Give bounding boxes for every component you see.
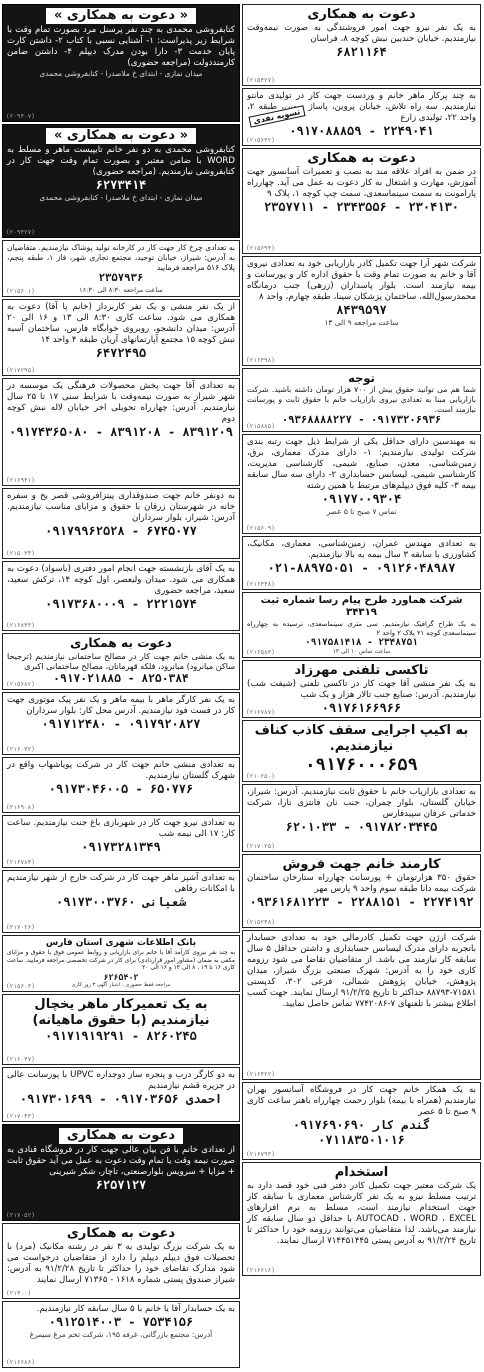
ad-code: (۲۱۵۰۳۴): [6, 549, 35, 557]
ad-phone: ۰۹۱۷۳۲۸۱۳۴۹: [81, 839, 161, 854]
ad-phone: ۰۹۱۲۵۱۴۰۰۳ - ۷۵۳۴۱۵۶: [48, 1315, 194, 1330]
ad-code: (۲۱۶۳۹۸): [246, 357, 275, 364]
ad-title: به یک تعمیرکار ماهر یخچال نیازمندیم (با حقوق ماهیانه): [32, 997, 210, 1029]
ad-body: به تعدادی مهندس عمران، زمین‌شناسی، معماری، مکانیک، کشاورزی با سابقه ۳ سال بیمه به بالا نیازمندیم.: [247, 539, 476, 560]
classified-ad: [2, 815, 240, 868]
ad-title: به اکیپ اجرایی سقف کاذب کناف نیازمندیم.: [254, 723, 469, 754]
ad-phone: ۰۹۱۷۷۰۰۹۳۰۴: [321, 492, 402, 506]
ad-code: (۲۱۵۶۸۲): [6, 681, 35, 689]
left-column: [2, 4, 240, 1368]
ad-title: دعوت به همکاری: [66, 1226, 176, 1242]
ad-note: ساعت تماس ۱۰ الی ۱۳: [332, 648, 391, 655]
ad-code: (۲۱۶۹۰۸): [6, 803, 35, 811]
ad-title: شرکت هماورد طرح پیام رسا شماره ثبت ۳۴۳۱۹: [260, 595, 463, 619]
classified-ad: [2, 488, 240, 559]
ad-code: (۲۱۶۷۸۴): [6, 858, 35, 866]
ad-body: به تعدادی بازاریاب خانم با حقوق ثابت نیازمندیم. آدرس: شیراز، خیابان گلستان، بلوار چمران، جنب نان فانتزی تارا، شرکت خدماتی عرفان سپیدفارس: [247, 787, 476, 819]
ad-title: توجه: [348, 371, 375, 385]
ad-phone: ۶۸۲۱۱۶۴: [336, 45, 387, 59]
ad-phone: ۰۹۱۷۳۶۸۰۰۰۹ - ۲۲۲۱۵۷۴: [45, 596, 197, 611]
ad-body: به یک همکار خانم جهت کار در فروشگاه آسانسور بهران نیازمندیم (همراه با بیمه) بلوار رحمت چهارراه باهنر ساعت کاری ۹ صبح تا ۵ عصر: [247, 1085, 476, 1117]
ad-body: به یک نفر منشی آقا جهت کار در تاکسی تلفنی (شیفت شب) نیازمندیم. آدرس: صنایع جنب تالار هزار و یک شب: [247, 679, 476, 700]
ad-code: (۲۱۶۶۸۶): [6, 1358, 35, 1366]
ad-code: (۲۱۷۰۴۳): [6, 1112, 35, 1120]
ad-body: به یک شرکت بزرگ تولیدی به ۳ نفر در رشته مکانیک (مرد) با تحصیلات فوق دیپلم دیپلم را دارد از متقاضیان درخواست می شود مدارک تقاضای خود را حداکثر تا تاریخ ۹۱/۲/۲۸ به آدرس: شیراز صندوق پستی شماره ۱۶۱۸ - ۷۱۳۶۵ ارسال نمایند: [7, 1242, 236, 1286]
ad-body: به دونفر خانم جهت صندوقداری پیتزافروشی قصر یخ و سفره خانه در شهرستان زرقان با حقوق و مزایای مناسب نیازمندیم. آدرس: شیراز، بلوار سرداران: [7, 491, 235, 524]
ad-phone: ۰۹۳۶۱۶۸۱۲۲۳ - ۲۲۸۸۱۵۱ - ۲۲۷۴۱۹۲: [249, 895, 474, 909]
ad-body: کتابفروشی محمدی به چند نفر پرسنل مرد بصورت تمام وقت با شرایط زیر پذیراست: ۱- آشنایی نسبی با کتاب ۲- داشتن کارت پایان خدمت ۳- دارا بودن مدرک دیپلم ۴- داشتن ضامن کارمنددولت (مراجعه حضوری): [7, 25, 235, 68]
right-column: [242, 4, 481, 1368]
ad-note: آدرس: مجتمع بازرگانی، غرفه ۱۹۵، شرکت تخم مرغ سیمرغ: [29, 1330, 213, 1340]
ad-phone: ۰۹۱۷۶۰۰۰۶۵۹: [305, 755, 418, 775]
ad-code: (۲۱۵۶۳۲): [246, 137, 275, 144]
ad-code: (۲۱۶۶۱۶): [246, 1267, 275, 1274]
ad-phone: ۶۲۷۳۴۱۴: [95, 177, 147, 192]
ad-phone: ۰۹۱۷۰۲۱۸۸۵ - ۸۲۵۰۳۸۴: [53, 671, 189, 685]
classified-ad: [2, 994, 240, 1065]
ad-body: به یک نفر کارگر ماهر با بیمه ماهر و یک نفر پیک موتوری جهت کار در فست فود نیازمندیم. آدرس محل کار: بلوار سرداران: [7, 695, 235, 717]
ad-phone: ۶۲۰۱۰۳۳ - ۰۹۱۷۸۲۰۳۴۴۵: [285, 820, 438, 834]
ad-phone: ۰۹۱۷۶۹۰۶۹۰ گندم کار ۰۷۱۱۸۳۵۰۱۰۱۶: [292, 1118, 431, 1147]
classified-ad: [2, 4, 240, 122]
ad-phone: ۸۴۳۹۵۹۷: [336, 303, 387, 317]
ad-code: (۲۱۷۲۹۵): [6, 366, 35, 374]
ad-body: در ضمن به افراد علاقه مند به نصب و تعمیرات آسانسور جهت آموزش، مهارت و اشتغال به کار دعوت به عمل می آید. چهارراه پارامونت به سمت سینماسعدی، سمت چپ کوچه ۱، پلاک ۹: [247, 167, 476, 199]
ad-code: (۲۱۴۰۰): [6, 1290, 32, 1298]
ad-body: به تعدادی منشی خانم جهت کار در شرکت پویاشهاب واقع در شهرک گلستان نیازمندیم.: [7, 760, 235, 782]
ad-title: کارمند خانم جهت فروش: [282, 857, 441, 872]
ad-code: (۲۱۷۰۲۶): [6, 923, 35, 931]
ad-code: (۲۱۷۰۵۲): [6, 1212, 35, 1220]
classified-ad: [242, 1162, 481, 1276]
ad-title: [7, 7, 235, 25]
ad-phone: ۲۳۵۷۹۳۶: [98, 272, 144, 285]
ad-note: ساعت مراجعه ۹ الی ۱۳: [324, 318, 399, 327]
classified-ad: [2, 1124, 240, 1221]
classified-ad: [2, 1301, 240, 1368]
ad-title: دعوت به همکاری: [70, 636, 172, 651]
ad-phone: ۰۹۱۷۱۲۴۸۰ - ۰۹۱۷۹۲۰۸۲۷: [41, 717, 201, 732]
ad-body: از تعدادی خانم با فن بیان عالی جهت کار در فروشگاه قنادی به صورت نیمه وقت یا تمام وقت دعوت به عمل می آید حقوق ثابت + مزایا + سرویس بلوارصنعتی، تاچار، شکر شیرینی: [7, 1144, 235, 1177]
ad-code: (۲۱۶۰۳۲): [6, 746, 35, 754]
classified-ad: [2, 870, 240, 933]
classified-ad: [242, 88, 481, 146]
ad-phone: ۶۲۵۷۱۲۷: [95, 1177, 147, 1192]
classified-ad: [242, 536, 481, 590]
ad-body: به مهندسین دارای حداقل یکی از شرایط ذیل جهت رتبه بندی شرکت تولیدی نیازمندیم: ۱- دارای مدرک معماری، برق، زمین‌شناسی، معدن، صنایع، شیمی، کارشناسی مدیریت، کارشناسی شیمی، لیسانس حسابداری ۲- دارای سه سال سابقه بیمه ۳- کلیه فوق دیپلم‌های مرتبط با همین رشته: [247, 437, 477, 491]
ad-body: از یک نفر منشی و یک نفر کاربرداز (خانم یا آقا) دعوت به همکاری می شود. ساعت کاری ۸:۳۰ الی ۱۳ و ۱۶ الی ۲۰ آدرس: میدان دانشجو، روبروی خوابگاه فارس، ساختمان آسیه نبش کوچه ۱۵ مجتمع آپارتمانهای آریان طبقه ۴ واحد ۱۴: [7, 302, 235, 346]
ad-title: [7, 1127, 235, 1145]
classified-ad: [242, 720, 481, 782]
classified-ad: [2, 935, 240, 992]
ad-code: (۲۱۶۸۳۳): [6, 622, 35, 630]
ad-body: کتابفروشی محمدی به دو نفر خانم تایپیست ماهر و مسلط به WORD با ضامن معتبر و بصورت تمام وقت جهت کار در کتابفروشی نیازمندیم. (مراجعه حضوری): [7, 144, 235, 177]
ad-title: دعوت به همکاری: [307, 7, 416, 22]
ad-phone: ۰۹۱۷۳۰۰۳۷۶۰ شعبانی: [55, 894, 187, 909]
ad-code: (۲۱۶۵۸۳): [246, 649, 275, 656]
classified-ad: [2, 378, 240, 486]
ad-code: (۲۱۷۰۲۵): [246, 843, 275, 850]
ad-note: مراجعه فقط حضوری ، اعتبار آگهی ۳ روز کاری: [71, 982, 171, 989]
ad-body: شرکت شهر آرا جهت تکمیل کادر بازاریابی خود به تعدادی نیروی آقا و خانم به صورت تمام وقت با حقوق اداره کار و پورسانت و بیمه نیازمند است. بلوار پاسداران (زرهی) جنب درمانگاه محمدرسول‌الله، ساختمان پزشکان سینا، طبقه چهارم، واحد ۸: [247, 259, 476, 302]
classified-ad: [242, 368, 481, 432]
classified-ad: [242, 1082, 481, 1160]
classified-ad: [2, 1223, 240, 1299]
ad-body: به یک نفر نیرو جهت امور فروشندگی به صورت نیمه‌وقت نیازمندیم. خیابان خندیین نبش کوچه ۸، فراسان: [247, 23, 476, 44]
classified-ad: [242, 256, 481, 366]
classified-ad: [242, 930, 481, 1080]
ad-body: به تعدادی آشپز ماهر جهت کار در شرکت خارج از شهر نیازمندیم با امکانات رفاهی: [7, 872, 235, 894]
ad-code: (۲۰۹۴۰۷): [6, 112, 35, 120]
ad-note: میدان نمازی - ابتدای خ ملاصدرا - کتابفروشی محمدی: [39, 69, 203, 78]
ad-phone: ۲۳۵۷۷۱۱ - ۲۳۴۳۵۵۶ - ۲۳۰۴۱۳۰: [263, 200, 460, 214]
ad-title-text: « دعوت به همکاری »: [45, 127, 197, 145]
ad-body: شرکت ارژن جهت تکمیل کادرمالی خود به تعدادی حسابدار باتجربه دارای مدرک لیسانس حسابداری و داشتن حداقل ۵ سال سابقه کار نیازمند می باشد. از متقاضیان تقاضا می شود رزومه کاری خود را به آدرس: شهرک صنعتی بزرگ شیراز، میدان پژوهش، خیابان پژوهش شمالی، فرعی ۳۰۲، کدپستی ۷۱۵۸۱-۸۸۷۹۳ حداکثر تا تاریخ ۹۱/۲/۲۵ ارسال نمایند. جهت کسب اطلاع بیشتر با تلفنهای ۷-۷۷۴۲۰۸۶ تماس حاصل نمایید.: [247, 933, 477, 1009]
ad-body: به چند نفر نیروی کارآمد آقا یا خانم برای بازاریابی و روابط عمومی فوق با حقوق و مزایای مکفی به ضمان (مشاور امور قراردادی) برای کار در شرکت تخصصی مراجعه فرمایید. ساعت کاری ۱۶ تا ۱۹ ، ۸ الی ۱۳ و ۱۶ الی ۲۰: [7, 948, 235, 972]
ad-title: دعوت به همکاری: [307, 151, 416, 166]
ad-code: (۲۱۶۷۸۷): [246, 709, 275, 716]
ad-title: تاکسی تلفنی مهرزاد: [294, 663, 429, 678]
ad-code: (۲۱۵۶۰۹): [246, 525, 275, 532]
ad-stamp: تسویه نقدی: [248, 105, 305, 127]
classified-ad: [2, 240, 240, 297]
classified-ad: [242, 784, 481, 852]
ad-phone: ۰۹۱۷۹۹۶۲۵۲۸ - ۶۷۴۵۰۷۷: [45, 524, 197, 539]
ad-phone: ۰۹۱۷۳۰۴۶۰۰۵ - ۶۵۰۷۷۶: [48, 782, 194, 797]
ad-phone: ۰۹۱۷۴۳۶۵۰۸۰ - ۸۳۹۱۲۰۸ - ۸۳۹۱۲۰۹: [9, 424, 233, 439]
ad-body: به چند پرکار ماهر خانم و وردست جهت کار در تولیدی مانتو نیازمندیم. سه راه تلاش، خیابان پروین، پاساژ پروین، طبقه ۲، واحد ۲۲، تولیدی زارع: [247, 91, 476, 123]
classified-ad: [2, 757, 240, 812]
classified-ad: [242, 148, 481, 254]
ad-body: به تعدادی نیرو جهت کار در شهربازی باغ جنت نیازمندیم. ساعت کار: ۱۷ الی نیمه شب: [7, 817, 235, 839]
ad-phone: ۰۹۱۷۰۸۸۸۵۹ - ۲۲۴۹۰۴۱: [289, 124, 434, 138]
classified-ad: [2, 1067, 240, 1122]
ad-body: به یک منشی خانم جهت کار در مصالح ساختمانی نیازمندیم (ترجیحا ساکن میانرود) میانرود، فلکه قهرمانان، مصالح ساختمانی اکبری: [7, 651, 235, 672]
ad-code: (۲۰۹۴۲۷): [6, 229, 35, 237]
classified-ad: [2, 299, 240, 375]
ad-code: (۲۱۶۰۳۷): [6, 1055, 35, 1063]
classified-ad: [2, 633, 240, 690]
ad-phone: ۰۲۱-۸۸۹۷۵۰۵۱ - ۰۹۱۲۶۰۴۸۹۸۷: [267, 561, 456, 575]
classified-ad: [2, 561, 240, 632]
ad-code: (۲۱۶۳۴۸): [246, 581, 275, 588]
ad-body: به یک آقای بازنشسته جهت انجام امور دفتری (باسواد) دعوت به همکاری می شود. میدان ولیعصر، اول کوچه ۱۴، ترکش سعید، سعید، مراجعه حضوری: [7, 563, 235, 596]
classified-ad: [2, 692, 240, 755]
ad-body: حقوق ۳۵۰ هزارتومان + پورسانت چهارراه ستارخان ساختمان شرکت بیمه دانا طبقه سوم واحد ۹ پارس مهر: [247, 873, 477, 894]
ad-code: (۲۱۵۶۹۴): [246, 245, 275, 252]
classified-ad: [242, 660, 481, 718]
ad-code: (۲۱۶۷۹۳): [246, 1151, 275, 1158]
ad-title-text: دعوت به همکاری: [58, 1127, 184, 1145]
ad-code: (۲۱۶۴۲۲): [246, 1071, 275, 1078]
ad-phone: ۰۹۳۶۸۸۸۸۲۲۷ - ۰۹۱۷۳۲۰۶۹۳۶: [281, 414, 442, 427]
ad-title: بانک اطلاعات شهری استان فارس: [45, 937, 197, 948]
ad-phone: ۶۲۶۵۴۰۲: [103, 971, 139, 982]
classified-ad: [2, 124, 240, 238]
classified-ad: [242, 592, 481, 658]
ad-code: (۲۱۵۶۰۱): [6, 288, 35, 296]
ad-phone: ۰۹۱۷۱۹۱۹۲۹۱ - ۸۲۶۰۲۴۵: [45, 1029, 197, 1044]
ad-note: ساعت مراجعه ۸:۳۰ الی ۱۶:۳۰: [79, 285, 163, 294]
ad-title: استخدام: [334, 1165, 389, 1180]
ad-phone: ۰۹۱۷۳۰۱۶۹۹ - ۰۹۱۷۰۳۶۵۶ احمدی: [19, 1091, 223, 1106]
ad-note: میدان نمازی - ابتدای خ ملاصدرا - کتابفروشی محمدی: [39, 192, 203, 202]
ad-phone: ۰۹۱۷۶۱۶۶۹۶۶: [321, 701, 402, 715]
ad-code: (۲۱۶۹۴۱): [6, 477, 35, 485]
ad-phone: ۰۹۱۷۵۸۱۴۱۸ - ۲۳۴۸۷۵۱: [305, 637, 418, 649]
ad-body: به تعدادی چرخ کار جهت کار در کارخانه تولید پوشاک نیازمندیم. متقاضیان به آدرس: شیراز، خیابان توحید، مجتمع تجاری شهر، فاز ۱، طبقه پنجم، پلاک ۵۱۶ مراجعه فرمایید: [7, 243, 235, 272]
ad-phone: ۶۴۷۲۴۹۵: [95, 346, 147, 361]
classified-ad: [242, 4, 481, 86]
ad-code: (۲۱۵۲۴۸): [246, 919, 275, 926]
ad-body: به یک طراح گرافیک نیازمندیم. سی متری سینماسعدی، نرسیده به چهارراه سینماسعدی کوچه ۲۱ پلاک ۲ واحد ۲: [247, 619, 476, 637]
ad-code: (۲۱۵۶۰۳): [6, 983, 35, 991]
ad-title: [7, 127, 235, 145]
ad-body: به یک حسابدار آقا یا خانم با ۵ سال سابقه کار نیازمندیم.: [36, 1304, 235, 1315]
ad-body: به تعدادی آقا جهت پخش محصولات فرهنگی یک موسسه در شهر شیراز به صورت نیمه‌وقت با شرایط سنی ۱۷ تا ۲۵ سال نیازمندیم. آدرس: چهارراه تحویلی اخر خیابان لاله نبش کوچه دوم: [7, 380, 235, 424]
ad-body: به دو کارگر درب و پنجره ساز دوجداره UPVC با پورسانت عالی در جزیره قشم نیازمندیم: [7, 1069, 235, 1091]
classified-ad: [242, 434, 481, 534]
ad-code: (۲۱۵۴۲۷): [246, 77, 275, 84]
ad-title-text: « دعوت به همکاری »: [45, 7, 197, 25]
ad-note: تماس ۷ صبح تا ۵ عصر: [326, 507, 397, 516]
ad-code: (۲۱۰۲۵۰): [246, 773, 275, 780]
ad-body: شما هم می توانید حقوق بیش از ۷۰۰ هزار تومان داشته باشید. شرکت بازاریابی مبنا به تعدادی نیروی بازاریاب خانم با حقوق ثابت و پورسانت نیازمند است.: [247, 385, 476, 414]
ad-code: (۲۱۵۸۸۵): [246, 423, 275, 430]
ad-body: یک شرکت معتبر جهت تکمیل کادر دفتر فنی خود قصد دارد به ترتیب مسلط نیرو به یک نفر کارشناس معماری با سابقه کار جهت استخدام نیازمند است، مسلط به نرم افزارهای AUTOCAD ، WORD ، EXCEL با حداقل دو سال سابقه کار نیازمند می‌باشد. لذا متقاضیان می‌توانند رزومه خود را حداکثر تا تاریخ ۹۱/۲/۲۴ به آدرس پستی ۷۱۴۴۵۱۴۴۵ ارسال نمایند.: [247, 1181, 476, 1246]
classified-ad: [242, 854, 481, 928]
